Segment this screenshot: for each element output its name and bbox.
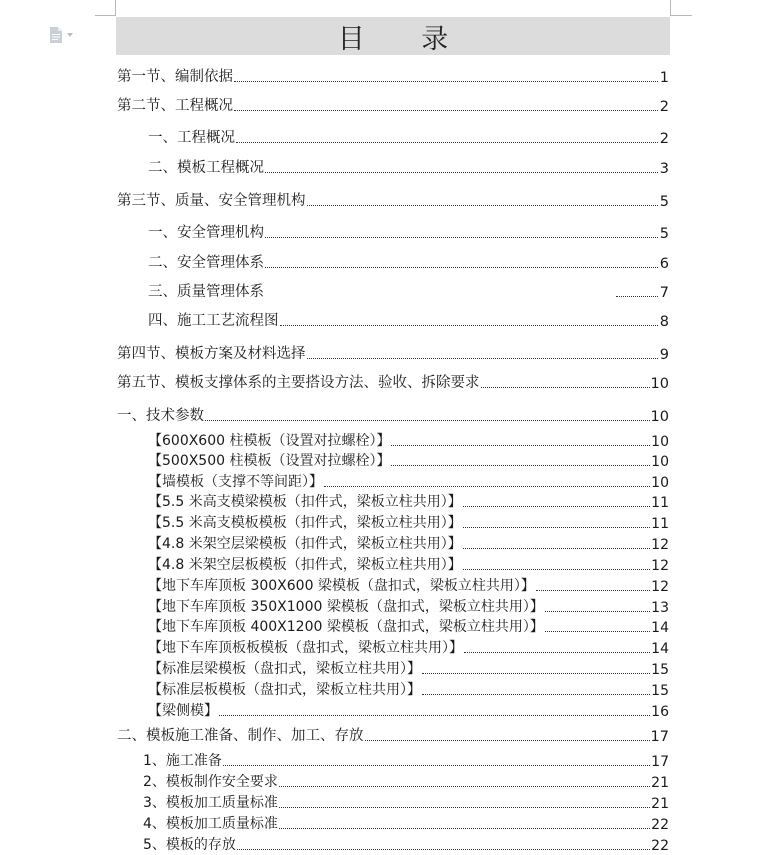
toc-page-number: 6	[659, 256, 669, 272]
toc-entry-label: 5、模板的存放	[143, 837, 236, 853]
toc-entry-label: 三、质量管理体系	[148, 284, 264, 300]
toc-entry[interactable]	[148, 252, 669, 272]
toc-dot-leader	[265, 237, 658, 238]
toc-dot-leader	[223, 765, 650, 766]
toc-entry[interactable]	[148, 491, 669, 511]
toc-dot-leader	[219, 715, 650, 716]
toc-page-number: 14	[651, 641, 669, 657]
toc-dot-leader	[536, 590, 650, 591]
toc-entry[interactable]	[117, 725, 669, 745]
toc-page-number: 15	[651, 683, 669, 699]
toc-entry-label: 【600X600 柱模板（设置对拉螺栓）】	[148, 433, 391, 449]
toc-page-number: 11	[651, 516, 669, 532]
toc-entry-label: 【墙模板（支撑不等间距）】	[148, 474, 323, 490]
toc-entry-label: 2、模板制作安全要求	[143, 774, 278, 790]
toc-page-number: 12	[651, 558, 669, 574]
toc-dot-leader	[237, 849, 650, 850]
toc-entry-label: 一、工程概况	[148, 130, 235, 146]
toc-entry-label: 一、技术参数	[117, 408, 204, 424]
page-title: 目 录	[116, 17, 670, 55]
toc-dot-leader	[265, 172, 658, 173]
toc-page-number: 21	[651, 796, 669, 812]
toc-dot-leader	[391, 445, 650, 446]
toc-entry[interactable]	[148, 222, 669, 242]
toc-entry[interactable]	[148, 512, 669, 532]
toc-entry[interactable]	[143, 750, 669, 770]
toc-page-number: 10	[651, 475, 669, 491]
toc-entry[interactable]	[148, 471, 669, 491]
toc-page-number: 10	[651, 434, 669, 450]
toc-entry[interactable]	[148, 637, 669, 657]
toc-dot-leader	[365, 740, 650, 741]
toc-dot-leader	[279, 828, 650, 829]
toc-entry-label: 【500X500 柱模板（设置对拉螺栓）】	[148, 453, 391, 469]
toc-entry-label: 【标准层板模板（盘扣式，梁板立柱共用）】	[148, 682, 421, 698]
toc-entry[interactable]	[148, 430, 669, 450]
toc-page-number: 13	[651, 600, 669, 616]
toc-dot-leader	[279, 807, 650, 808]
toc-dot-leader	[324, 486, 650, 487]
toc-page-number: 3	[659, 161, 669, 177]
toc-entry-label: 【地下车库顶板 300X600 梁模板（盘扣式，梁板立柱共用）】	[148, 578, 535, 594]
toc-page-number: 12	[651, 537, 669, 553]
margin-mark-left-horizontal	[95, 15, 116, 16]
toc-entry[interactable]	[148, 658, 669, 678]
toc-entry-label: 【地下车库顶板板模板（盘扣式，梁板立柱共用）】	[148, 640, 463, 656]
margin-mark-right-vertical	[670, 0, 671, 16]
toc-dot-leader	[307, 205, 659, 206]
toc-dot-leader	[463, 527, 650, 528]
toc-entry[interactable]	[117, 343, 669, 363]
toc-entry[interactable]	[117, 405, 669, 425]
toc-entry-label: 第二节、工程概况	[117, 98, 233, 114]
toc-dot-leader	[279, 786, 650, 787]
toc-entry[interactable]	[117, 95, 669, 115]
toc-page-number: 9	[659, 347, 669, 363]
toc-entry-label: 第五节、模板支撑体系的主要搭设方法、验收、拆除要求	[117, 375, 480, 391]
toc-entry[interactable]	[148, 533, 669, 553]
toc-dot-leader	[545, 611, 650, 612]
toc-entry[interactable]	[148, 554, 669, 574]
toc-entry-label: 二、安全管理体系	[148, 255, 264, 271]
toc-page-number: 16	[651, 704, 669, 720]
toc-entry[interactable]	[117, 190, 669, 210]
toc-page-number: 10	[650, 409, 669, 425]
toc-entry-label: 【4.8 米架空层板模板（扣件式，梁板立柱共用）】	[148, 557, 462, 573]
document-icon[interactable]	[49, 27, 63, 43]
toc-dot-leader	[463, 548, 650, 549]
toc-entry[interactable]	[148, 281, 669, 301]
toc-dot-leader	[616, 296, 658, 297]
toc-entry[interactable]	[148, 310, 669, 330]
toc-entry-label: 第三节、质量、安全管理机构	[117, 193, 306, 209]
toc-entry-label: 【地下车库顶板 400X1200 梁模板（盘扣式，梁板立柱共用）】	[148, 619, 544, 635]
toc-entry[interactable]	[143, 834, 669, 854]
toc-page-number: 7	[659, 285, 669, 301]
toc-page-number: 8	[659, 314, 669, 330]
toc-dot-leader	[307, 358, 659, 359]
toc-dot-leader	[422, 673, 650, 674]
toc-entry[interactable]	[143, 771, 669, 791]
toc-page-number: 22	[651, 817, 669, 833]
toc-page-number: 5	[659, 194, 669, 210]
toc-page-number: 2	[659, 99, 669, 115]
toc-entry-label: 【梁侧模】	[148, 703, 218, 719]
toc-dot-leader	[265, 267, 658, 268]
toc-dot-leader	[234, 110, 658, 111]
toc-page-number: 1	[659, 70, 669, 86]
toc-entry-label: 【标准层梁模板（盘扣式，梁板立柱共用）】	[148, 661, 421, 677]
toc-entry-label: 二、模板工程概况	[148, 160, 264, 176]
toc-entry-label: 【4.8 米架空层梁模板（扣件式，梁板立柱共用）】	[148, 536, 462, 552]
margin-mark-left-vertical	[115, 0, 116, 16]
toc-page-number: 12	[651, 579, 669, 595]
toc-entry[interactable]	[143, 813, 669, 833]
toc-entry-label: 四、施工工艺流程图	[148, 313, 279, 329]
toc-entry-label: 二、模板施工准备、制作、加工、存放	[117, 728, 364, 744]
toc-entry-label: 【5.5 米高支模梁模板（扣件式，梁板立柱共用）】	[148, 494, 462, 510]
toc-dot-leader	[280, 325, 659, 326]
toc-entry[interactable]	[143, 792, 669, 812]
toc-entry[interactable]	[117, 372, 669, 392]
toc-entry[interactable]	[148, 616, 669, 636]
toc-entry-label: 第一节、编制依据	[117, 69, 233, 85]
toc-page-number: 10	[650, 376, 669, 392]
toc-dot-leader	[422, 694, 650, 695]
toc-entry[interactable]	[148, 127, 669, 147]
toc-page-number: 14	[651, 620, 669, 636]
toc-entry[interactable]	[148, 575, 669, 595]
toc-entry-label: 第四节、模板方案及材料选择	[117, 346, 306, 362]
toc-entry[interactable]	[117, 66, 669, 86]
toc-entry-label: 1、施工准备	[143, 753, 222, 769]
toc-entry-label: 3、模板加工质量标准	[143, 795, 278, 811]
margin-mark-right-horizontal	[670, 15, 692, 16]
toc-entry-label: 4、模板加工质量标准	[143, 816, 278, 832]
toc-entry[interactable]	[148, 450, 669, 470]
toc-page-number: 22	[651, 838, 669, 854]
toc-dot-leader	[236, 142, 658, 143]
toc-entry[interactable]	[148, 679, 669, 699]
toc-page-number: 15	[651, 662, 669, 678]
toc-entry-label: 一、安全管理机构	[148, 225, 264, 241]
toc-dot-leader	[463, 569, 650, 570]
chevron-down-icon[interactable]	[67, 33, 73, 37]
toc-page-number: 11	[651, 495, 669, 511]
toc-dot-leader	[391, 465, 650, 466]
toc-entry[interactable]	[148, 596, 669, 616]
toc-dot-leader	[481, 387, 650, 388]
toc-entry-label: 【5.5 米高支模板模板（扣件式，梁板立柱共用）】	[148, 515, 462, 531]
toc-page-number: 2	[659, 131, 669, 147]
toc-entry[interactable]	[148, 700, 669, 720]
toc-dot-leader	[234, 81, 658, 82]
toc-entry-label: 【地下车库顶板 350X1000 梁模板（盘扣式，梁板立柱共用）】	[148, 599, 544, 615]
toc-page-number: 21	[651, 775, 669, 791]
toc-page-number: 5	[659, 226, 669, 242]
toc-dot-leader	[205, 420, 650, 421]
toc-dot-leader	[464, 652, 650, 653]
toc-dot-leader	[545, 631, 650, 632]
toc-page-number: 17	[651, 754, 669, 770]
toc-page-number: 10	[651, 454, 669, 470]
toc-entry[interactable]	[148, 157, 669, 177]
toc-dot-leader	[463, 506, 650, 507]
toc-page-number: 17	[650, 729, 669, 745]
